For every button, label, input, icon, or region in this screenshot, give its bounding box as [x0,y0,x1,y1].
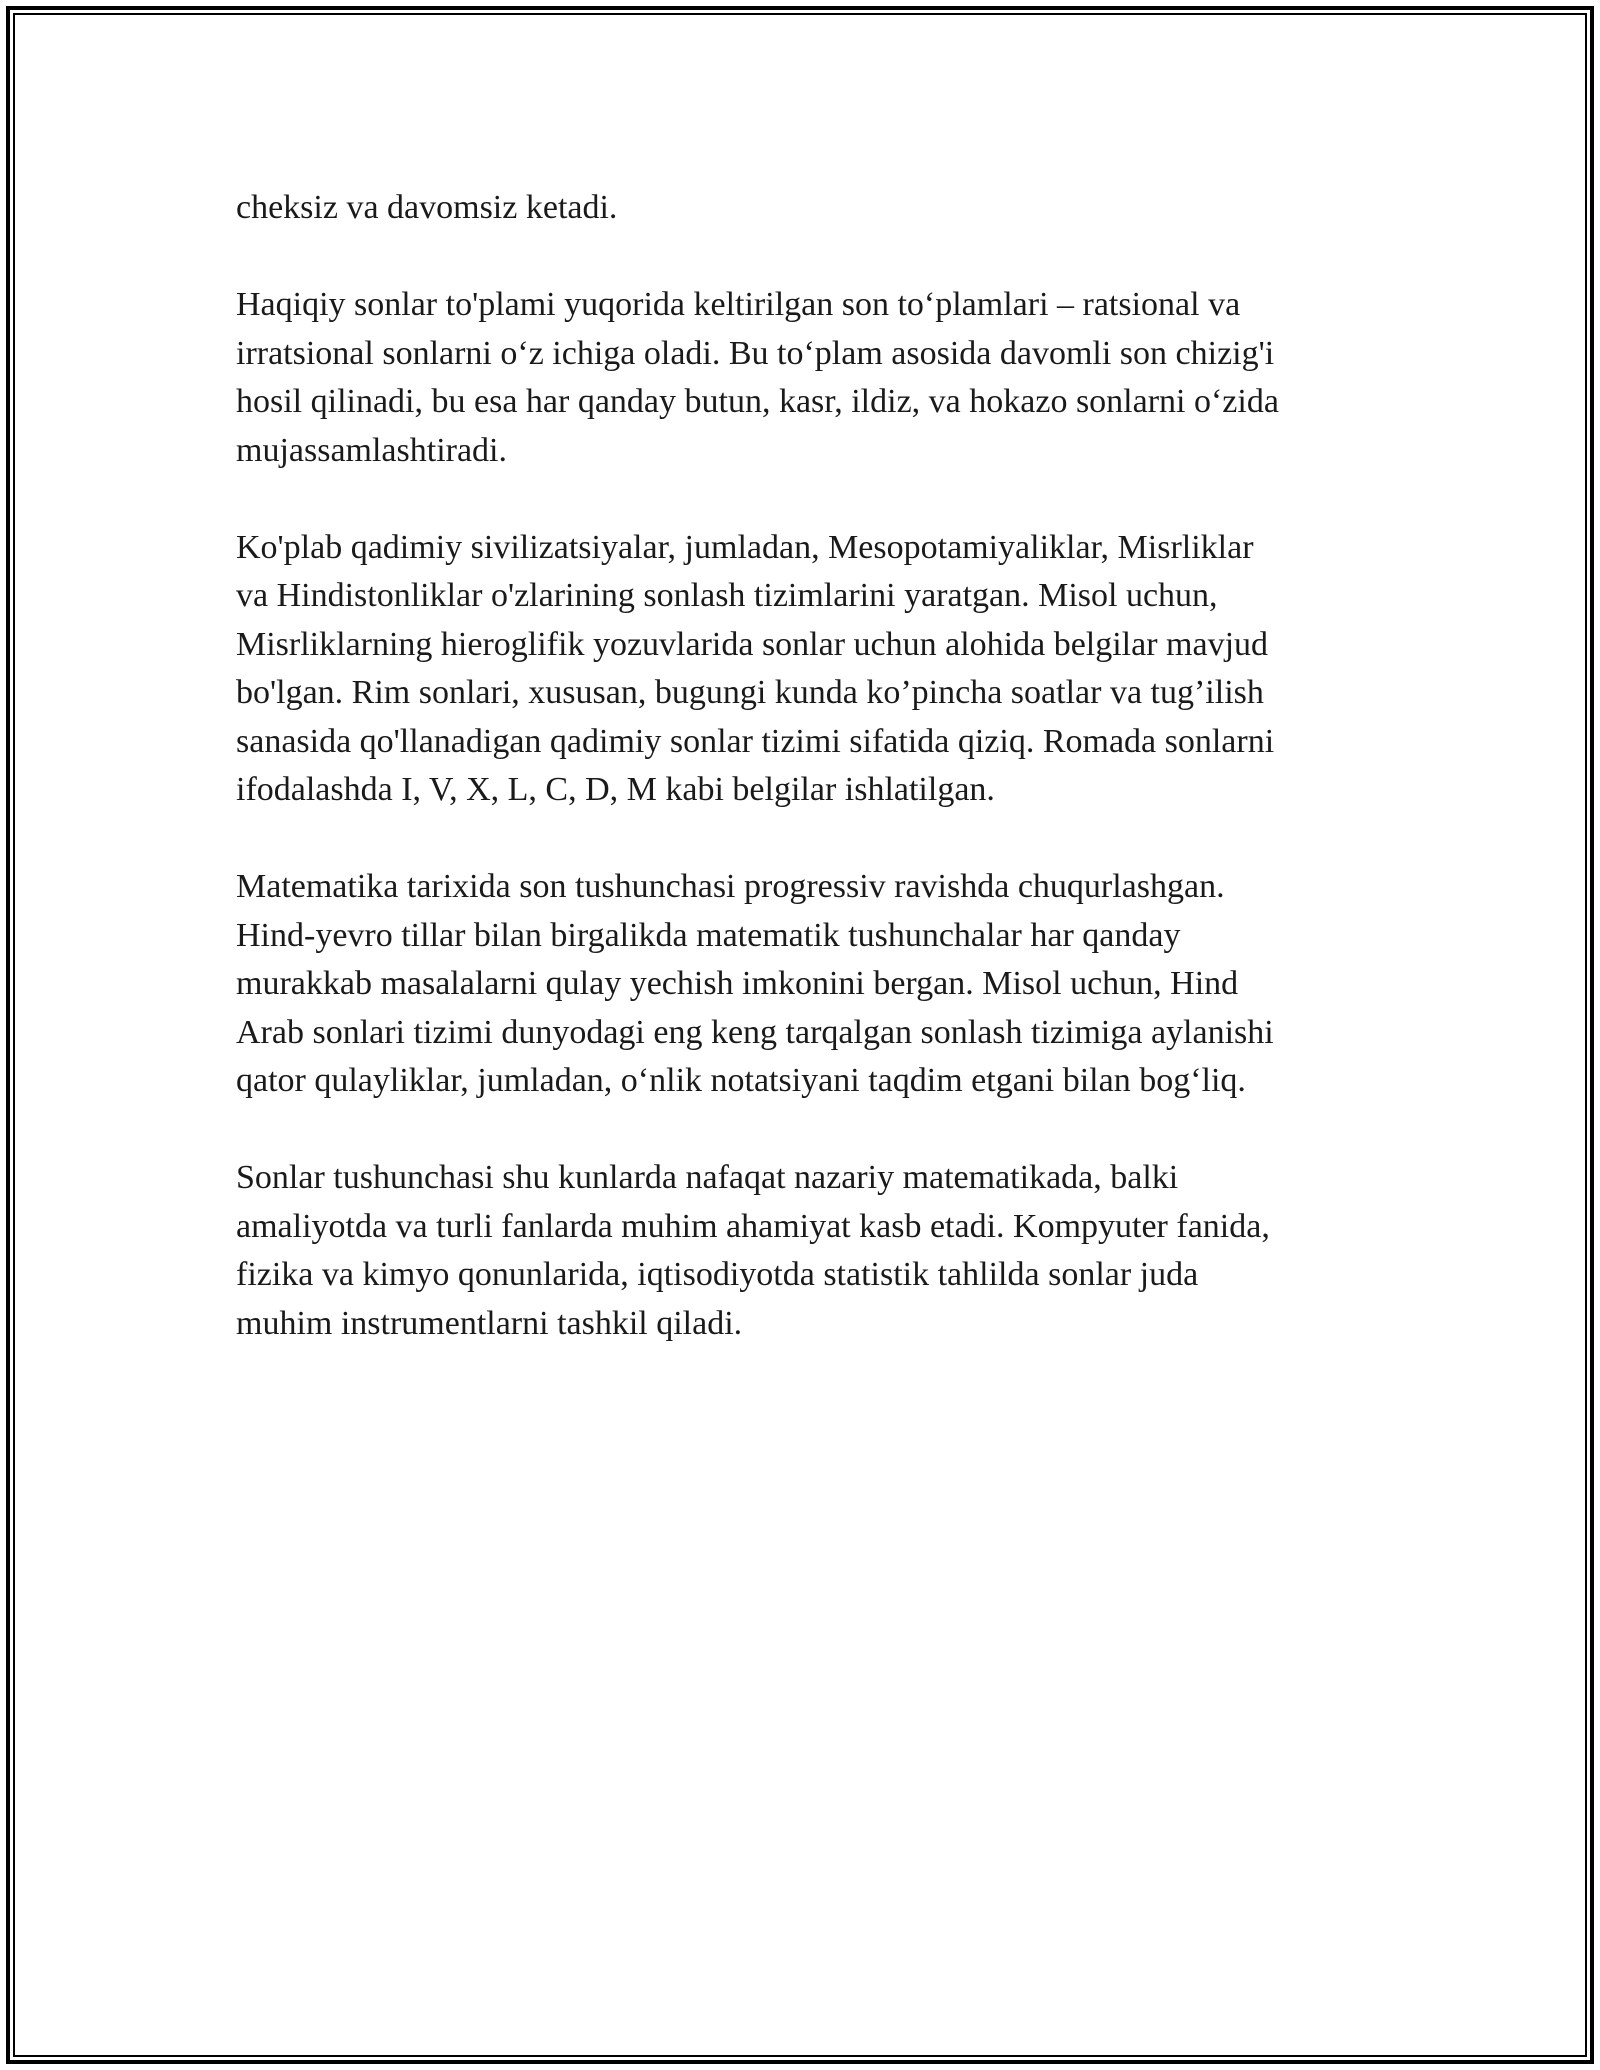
text-line: murakkab masalalarni qulay yechish imkonini bergan. Misol uchun, Hind [236,965,1239,1002]
text-line: muhim instrumentlarni tashkil qiladi. [236,1304,743,1342]
paragraph-real-numbers [236,281,1376,475]
text-line: Sonlar tushunchasi shu kunlarda nafaqat nazariy matematikada, balki [236,1159,1179,1196]
text-line: Hind-yevro tillar bilan birgalikda matematik tushunchalar har qanday [236,916,1181,954]
paragraph-math-history [236,863,1376,1106]
text-line: Matematika tarixida son tushunchasi progressiv ravishda chuqurlashgan. [236,868,1225,905]
paragraph-continuation [236,184,1376,233]
text-line: Ko'plab qadimiy sivilizatsiyalar, jumladan, Mesopotamiyaliklar, Misrliklar [236,528,1254,566]
paragraph-ancient-civilizations [236,524,1376,815]
text-line: sanasida qo'llanadigan qadimiy sonlar tizimi sifatida qiziq. Romada sonlarni [236,722,1275,760]
text-line: cheksiz va davomsiz ketadi. [236,189,618,226]
text-line: hosil qilinadi, bu esa har qanday butun, kasr, ildiz, va hokazo sonlarni o‘zida [236,383,1279,420]
document-body [236,184,1376,1397]
text-line: Misrliklarning hieroglifik yozuvlarida sonlar uchun alohida belgilar mavjud [236,625,1269,663]
text-line: fizika va kimyo qonunlarida, iqtisodiyotda statistik tahlilda sonlar juda [236,1256,1199,1293]
text-line: mujassamlashtiradi. [236,431,508,469]
text-line: va Hindistonliklar o'zlarining sonlash tizimlarini yaratgan. Misol uchun, [236,577,1218,614]
text-line: bo'lgan. Rim sonlari, xususan, bugungi kunda ko’pincha soatlar va tug’ilish [236,674,1264,711]
text-line: irratsional sonlarni o‘z ichiga oladi. Bu to‘plam asosida davomli son chizig'i [236,334,1275,372]
text-line: qator qulayliklar, jumladan, o‘nlik notatsiyani taqdim etgani bilan bog‘liq. [236,1062,1246,1099]
text-line: ifodalashda I, V, X, L, C, D, M kabi belgilar ishlatilgan. [236,771,995,808]
paragraph-modern-usage [236,1154,1376,1348]
text-line: Haqiqiy sonlar to'plami yuqorida keltirilgan son to‘plamlari – ratsional va [236,286,1241,323]
text-line: amaliyotda va turli fanlarda muhim ahamiyat kasb etadi. Kompyuter fanida, [236,1207,1270,1245]
text-line: Arab sonlari tizimi dunyodagi eng keng tarqalgan sonlash tizimiga aylanishi [236,1013,1274,1051]
